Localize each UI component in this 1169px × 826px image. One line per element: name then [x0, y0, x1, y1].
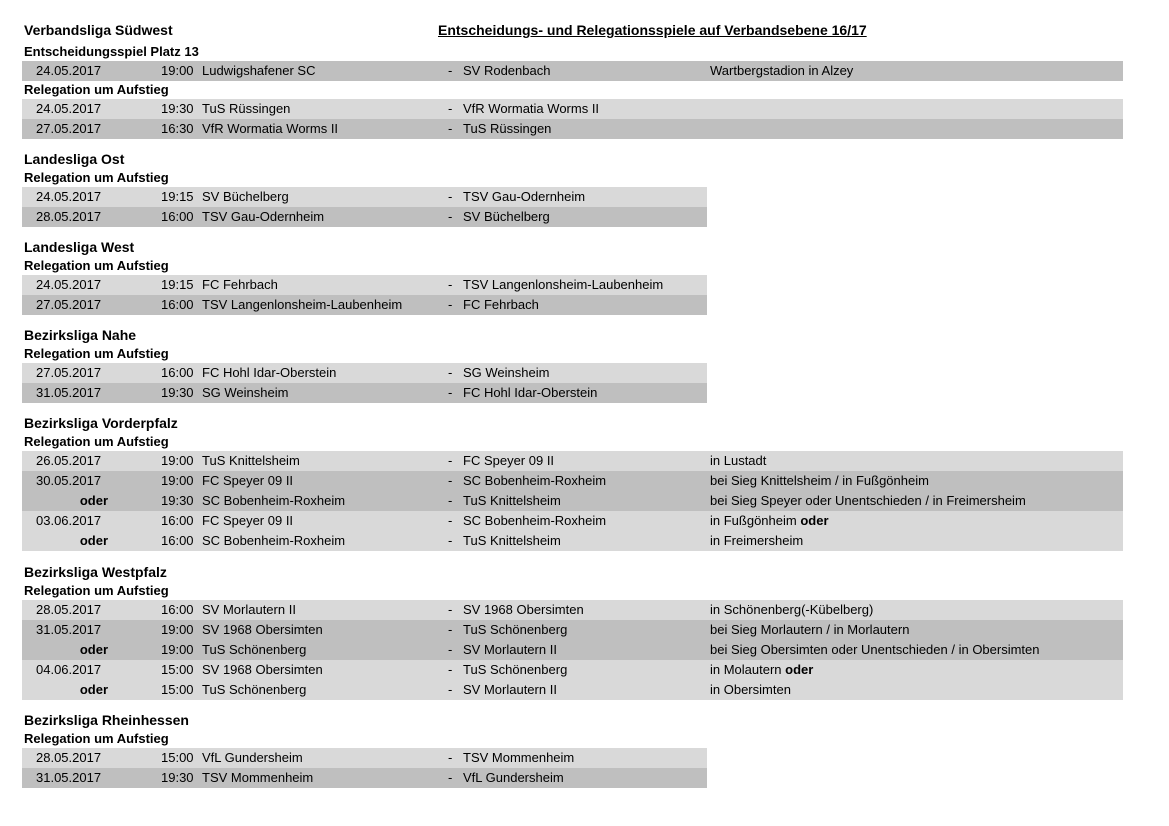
group-subtitle: Relegation um Aufstieg: [24, 731, 169, 746]
match-time: 19:30: [161, 101, 194, 116]
away-team: TuS Rüssingen: [463, 121, 552, 136]
away-team: VfR Wormatia Worms II: [463, 101, 600, 116]
match-date: oder: [79, 493, 108, 508]
match-date: 31.05.2017: [36, 770, 102, 785]
match-row: [22, 295, 707, 315]
match-note: [710, 620, 909, 640]
away-team: SG Weinsheim: [463, 365, 550, 380]
match-time: 16:30: [161, 121, 194, 136]
home-team: FC Hohl Idar-Oberstein: [202, 365, 337, 380]
group-subtitle: Relegation um Aufstieg: [24, 434, 169, 449]
match-note-text: in Freimersheim: [710, 533, 804, 548]
match-time: 19:00: [161, 473, 194, 488]
match-row: [22, 99, 1123, 119]
match-row: [22, 275, 707, 295]
home-team: FC Speyer 09 II: [202, 473, 294, 488]
away-team: TuS Knittelsheim: [463, 533, 561, 548]
versus-dash: -: [448, 297, 453, 312]
versus-dash: -: [448, 750, 453, 765]
match-time: 16:00: [161, 297, 194, 312]
match-time: 15:00: [161, 682, 194, 697]
match-date: 24.05.2017: [36, 63, 102, 78]
away-team: SC Bobenheim-Roxheim: [463, 513, 607, 528]
match-date: 04.06.2017: [36, 662, 102, 677]
section-title: Bezirksliga Rheinhessen: [24, 712, 189, 728]
group-subtitle: Relegation um Aufstieg: [24, 82, 169, 97]
match-note-text: bei Sieg Speyer oder Unentschieden / in Freimersheim: [710, 493, 1026, 508]
match-note: [710, 491, 1026, 511]
home-team: VfL Gundersheim: [202, 750, 303, 765]
match-row: [22, 187, 707, 207]
section-title: Landesliga West: [24, 239, 135, 255]
match-row: [22, 363, 707, 383]
match-note: [710, 471, 929, 491]
match-row: [22, 660, 1123, 680]
away-team: FC Speyer 09 II: [463, 453, 555, 468]
home-team: SV Morlautern II: [202, 602, 296, 617]
versus-dash: -: [448, 622, 453, 637]
match-row: [22, 119, 1123, 139]
match-note-text: bei Sieg Morlautern / in Morlautern: [710, 622, 910, 637]
match-note-text: Wartbergstadion in Alzey: [710, 63, 854, 78]
home-team: TSV Langenlonsheim-Laubenheim: [202, 297, 403, 312]
document-title: Entscheidungs- und Relegationsspiele auf Verbandsebene 16/17: [438, 22, 867, 38]
versus-dash: -: [448, 533, 453, 548]
versus-dash: -: [448, 473, 453, 488]
away-team: TuS Knittelsheim: [463, 493, 561, 508]
match-note-emphasis: oder: [800, 513, 829, 528]
match-row: [22, 383, 707, 403]
match-time: 19:00: [161, 622, 194, 637]
versus-dash: -: [448, 513, 453, 528]
match-time: 16:00: [161, 513, 194, 528]
match-date: oder: [79, 642, 108, 657]
match-time: 16:00: [161, 533, 194, 548]
home-team: SG Weinsheim: [202, 385, 289, 400]
versus-dash: -: [448, 189, 453, 204]
match-row: [22, 680, 1123, 700]
match-row: [22, 207, 707, 227]
group-subtitle: Relegation um Aufstieg: [24, 258, 169, 273]
match-row: [22, 748, 707, 768]
match-row: [22, 471, 1123, 491]
versus-dash: -: [448, 642, 453, 657]
match-note-text: in Molautern: [710, 662, 782, 677]
match-date: 03.06.2017: [36, 513, 102, 528]
match-row: [22, 491, 1123, 511]
match-date: 26.05.2017: [36, 453, 102, 468]
away-team: SV Rodenbach: [463, 63, 551, 78]
group-subtitle: Relegation um Aufstieg: [24, 583, 169, 598]
match-date: 28.05.2017: [36, 209, 102, 224]
home-team: FC Fehrbach: [202, 277, 278, 292]
match-note-text: bei Sieg Knittelsheim / in Fußgönheim: [710, 473, 929, 488]
away-team: SC Bobenheim-Roxheim: [463, 473, 607, 488]
versus-dash: -: [448, 770, 453, 785]
section-title: Bezirksliga Vorderpfalz: [24, 415, 178, 431]
versus-dash: -: [448, 385, 453, 400]
versus-dash: -: [448, 121, 453, 136]
match-date: 28.05.2017: [36, 602, 102, 617]
away-team: FC Fehrbach: [463, 297, 539, 312]
away-team: SV Morlautern II: [463, 642, 557, 657]
match-time: 19:00: [161, 63, 194, 78]
match-time: 16:00: [161, 602, 194, 617]
away-team: FC Hohl Idar-Oberstein: [463, 385, 598, 400]
match-time: 19:15: [161, 277, 194, 292]
match-date: 27.05.2017: [36, 365, 102, 380]
match-date: 31.05.2017: [36, 622, 102, 637]
versus-dash: -: [448, 662, 453, 677]
match-note-text: in Obersimten: [710, 682, 791, 697]
match-note-emphasis: oder: [785, 662, 814, 677]
away-team: SV Morlautern II: [463, 682, 557, 697]
match-row: [22, 640, 1123, 660]
match-row: [22, 531, 1123, 551]
match-row: [22, 451, 1123, 471]
match-row: [22, 768, 707, 788]
away-team: SV Büchelberg: [463, 209, 550, 224]
away-team: TSV Langenlonsheim-Laubenheim: [463, 277, 664, 292]
match-note: [710, 511, 829, 531]
match-note: [710, 640, 1040, 660]
versus-dash: -: [448, 453, 453, 468]
match-note: [710, 680, 791, 700]
match-date: 24.05.2017: [36, 189, 102, 204]
match-date: 24.05.2017: [36, 101, 102, 116]
versus-dash: -: [448, 101, 453, 116]
match-note-text: bei Sieg Obersimten oder Unentschieden / in Obersimten: [710, 642, 1040, 657]
match-row: [22, 600, 1123, 620]
match-note-text: in Schönenberg(-Kübelberg): [710, 602, 874, 617]
match-note-text: in Lustadt: [710, 453, 767, 468]
versus-dash: -: [448, 277, 453, 292]
group-subtitle: Relegation um Aufstieg: [24, 170, 169, 185]
match-time: 19:30: [161, 493, 194, 508]
group-subtitle: Relegation um Aufstieg: [24, 346, 169, 361]
match-note: [710, 600, 873, 620]
away-team: VfL Gundersheim: [463, 770, 564, 785]
versus-dash: -: [448, 209, 453, 224]
match-date: 24.05.2017: [36, 277, 102, 292]
versus-dash: -: [448, 493, 453, 508]
match-date: 30.05.2017: [36, 473, 102, 488]
match-time: 19:00: [161, 642, 194, 657]
away-team: TSV Mommenheim: [463, 750, 575, 765]
home-team: TSV Mommenheim: [202, 770, 314, 785]
match-note: [710, 531, 803, 551]
match-time: 19:00: [161, 453, 194, 468]
home-team: SC Bobenheim-Roxheim: [202, 493, 346, 508]
match-date: 28.05.2017: [36, 750, 102, 765]
home-team: TuS Knittelsheim: [202, 453, 300, 468]
match-note-text: in Fußgönheim: [710, 513, 797, 528]
away-team: TSV Gau-Odernheim: [463, 189, 586, 204]
home-team: SV Büchelberg: [202, 189, 289, 204]
home-team: SV 1968 Obersimten: [202, 662, 323, 677]
home-team: TSV Gau-Odernheim: [202, 209, 325, 224]
versus-dash: -: [448, 602, 453, 617]
away-team: TuS Schönenberg: [463, 622, 568, 637]
versus-dash: -: [448, 63, 453, 78]
home-team: SC Bobenheim-Roxheim: [202, 533, 346, 548]
home-team: TuS Schönenberg: [202, 682, 307, 697]
match-note: [710, 61, 853, 81]
away-team: SV 1968 Obersimten: [463, 602, 584, 617]
home-team: Ludwigshafener SC: [202, 63, 316, 78]
match-time: 15:00: [161, 662, 194, 677]
league-title: Verbandsliga Südwest: [24, 22, 173, 38]
versus-dash: -: [448, 682, 453, 697]
home-team: TuS Rüssingen: [202, 101, 291, 116]
match-note: [710, 451, 766, 471]
home-team: TuS Schönenberg: [202, 642, 307, 657]
match-date: oder: [79, 533, 108, 548]
match-date: 31.05.2017: [36, 385, 102, 400]
match-row: [22, 61, 1123, 81]
match-time: 15:00: [161, 750, 194, 765]
match-date: oder: [79, 682, 108, 697]
section-title: Bezirksliga Westpfalz: [24, 564, 167, 580]
home-team: VfR Wormatia Worms II: [202, 121, 339, 136]
match-time: 16:00: [161, 209, 194, 224]
match-row: [22, 620, 1123, 640]
section-title: Landesliga Ost: [24, 151, 125, 167]
away-team: TuS Schönenberg: [463, 662, 568, 677]
match-time: 16:00: [161, 365, 194, 380]
match-date: 27.05.2017: [36, 121, 102, 136]
match-note: [710, 660, 813, 680]
match-time: 19:30: [161, 770, 194, 785]
versus-dash: -: [448, 365, 453, 380]
group-subtitle: Entscheidungsspiel Platz 13: [24, 44, 199, 59]
match-row: [22, 511, 1123, 531]
match-date: 27.05.2017: [36, 297, 102, 312]
home-team: FC Speyer 09 II: [202, 513, 294, 528]
section-title: Bezirksliga Nahe: [24, 327, 137, 343]
home-team: SV 1968 Obersimten: [202, 622, 323, 637]
match-time: 19:15: [161, 189, 194, 204]
match-time: 19:30: [161, 385, 194, 400]
